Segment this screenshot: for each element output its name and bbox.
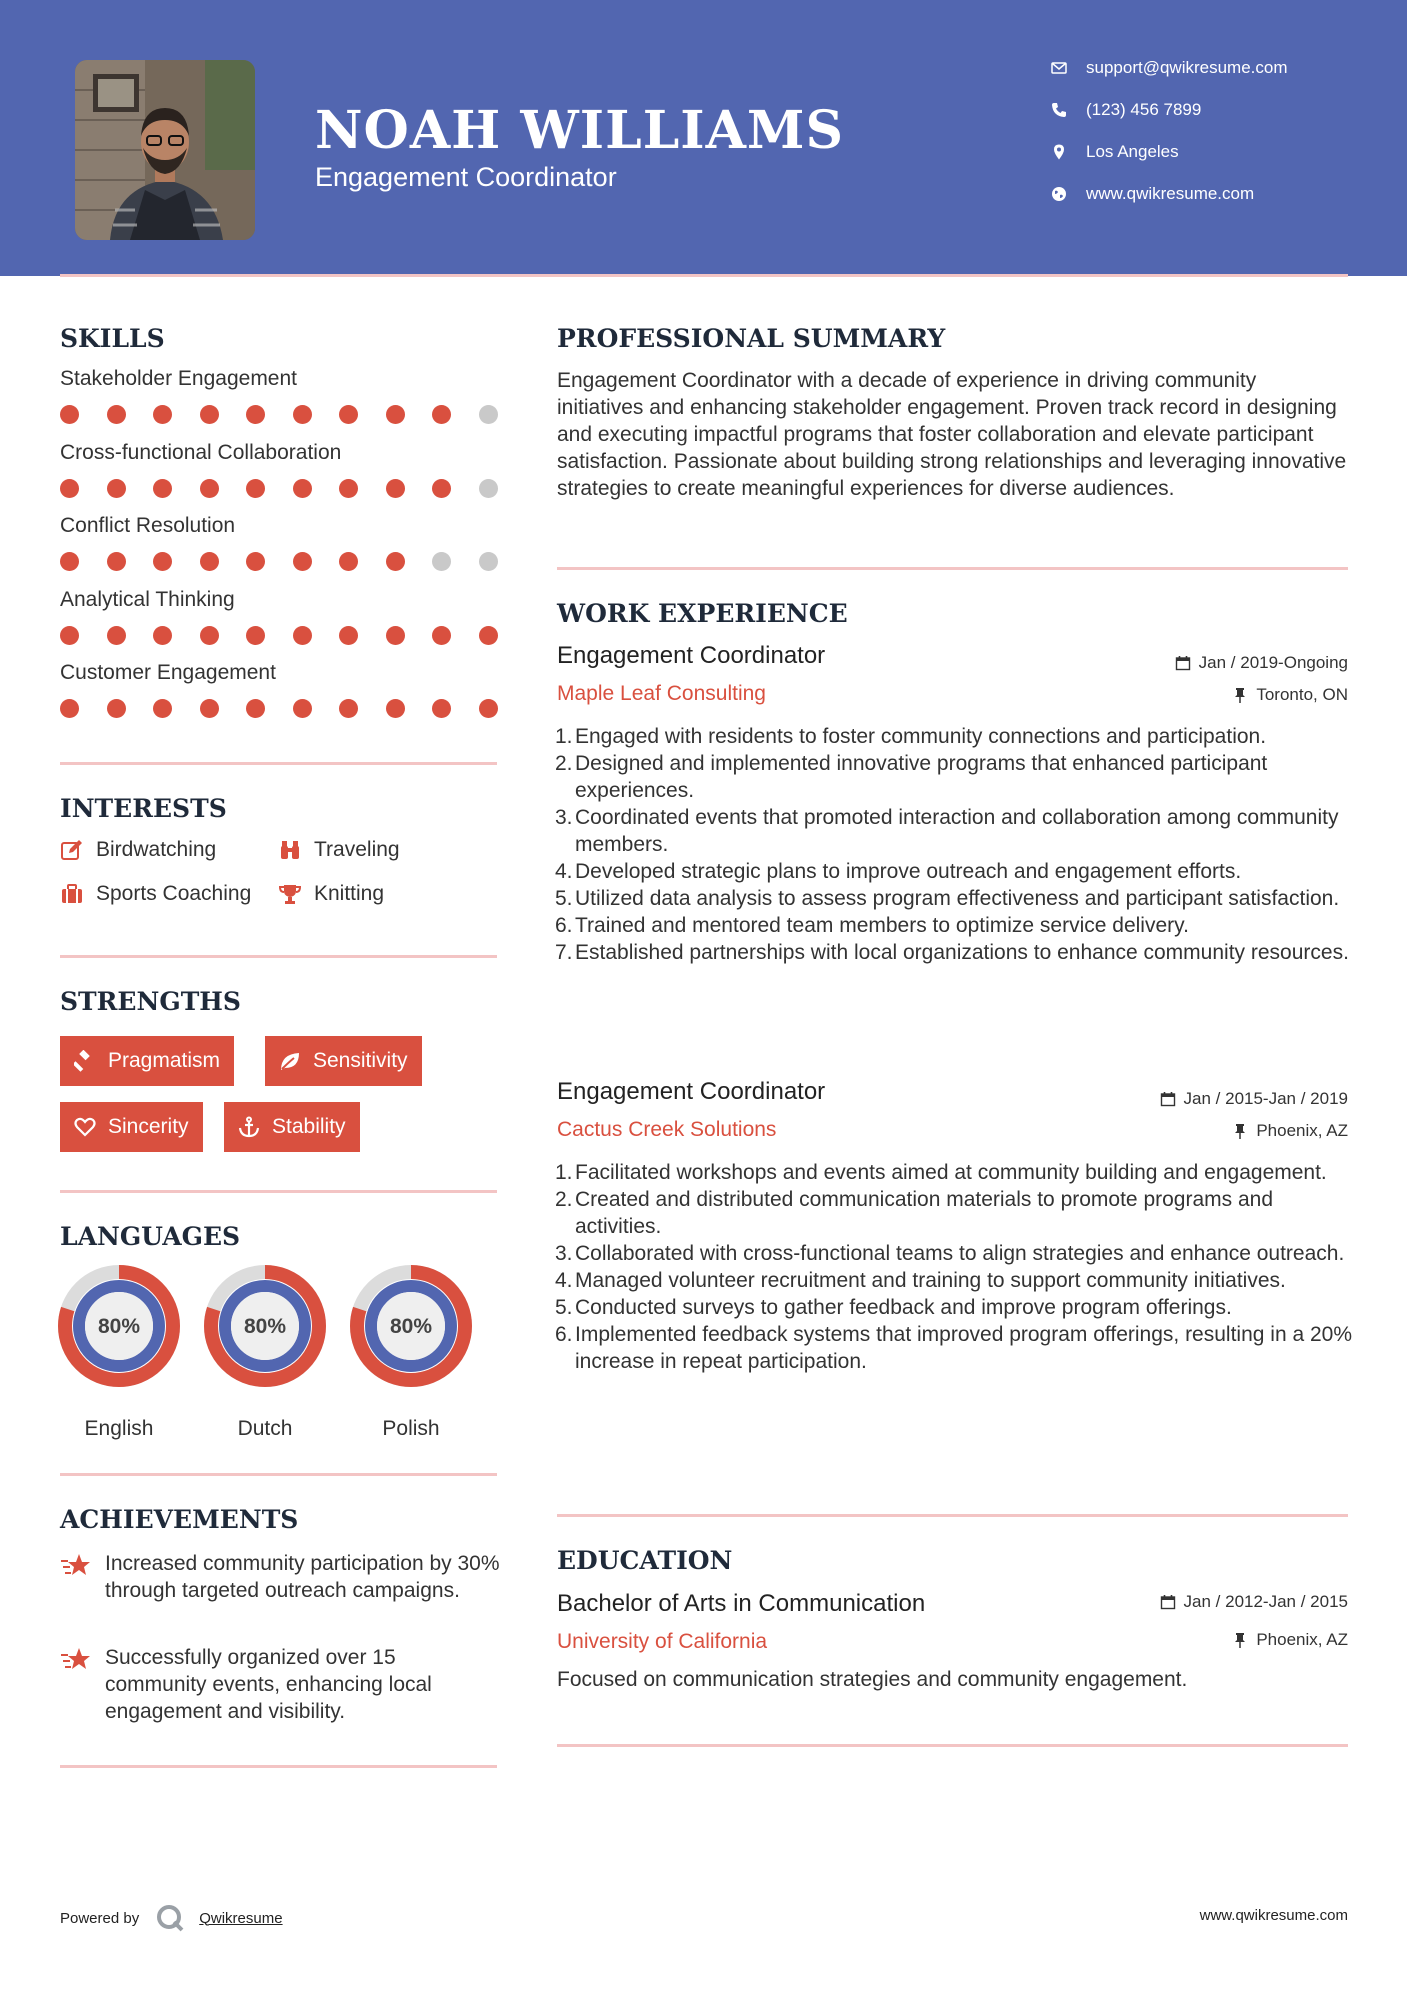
skill-name: Stakeholder Engagement [60,367,297,390]
contact-location [1050,142,1370,162]
skill-dot [386,626,405,645]
language-percent: 80% [97,1315,141,1338]
skill-dot [479,479,498,498]
achievement-text: Increased community participation by 30% through targeted outreach campaigns. [105,1552,500,1602]
skill-name: Analytical Thinking [60,587,235,611]
strength-label: Sincerity [108,1115,189,1138]
job-dates-text: Jan / 2015-Jan / 2019 [1183,1089,1348,1108]
contact-location-text: Los Angeles [1086,142,1179,161]
skill-name: Customer Engagement [60,661,276,684]
summary-text: Engagement Coordinator with a decade of experience in driving community initiatives and enhancing stakeholder engagement. Proven track record in designing and executing impactful programs that foster collaboration and elevate participant satisfaction. Passionate about building strong relationships and leveraging innovative strategies to create meaningful experiences for diverse audiences. [557,369,1347,500]
skill-dot [432,552,451,571]
job-bullet: 1. Facilitated workshops and events aimed at community building and engagement. [555,1161,1327,1184]
summary-heading: PROFESSIONAL SUMMARY [557,324,946,353]
job-dates [1175,653,1348,673]
education-dates [1160,1592,1348,1612]
skill-dot [293,626,312,645]
skill-dot [246,405,265,424]
qwikresume-link[interactable]: Qwikresume [199,1909,283,1927]
education-school: University of California [557,1630,768,1653]
pin-icon [1232,1632,1248,1648]
job-bullet: 2. Created and distributed communication materials to promote programs and activities. [555,1188,1274,1238]
interests-heading: INTERESTS [60,794,227,823]
interest-item [60,882,251,906]
education-heading: EDUCATION [557,1546,733,1575]
phone-icon [1050,101,1068,119]
job-bullet: 4. Managed volunteer recruitment and training to support community initiatives. [555,1269,1286,1292]
powered-by-label: Powered by [60,1909,140,1927]
skill-dot [107,405,126,424]
calendar-icon [1160,1594,1176,1610]
strength-tag [265,1036,422,1086]
skill-dot [200,479,219,498]
language-donut [350,1265,472,1387]
skill-dot [386,552,405,571]
calendar-icon [1160,1091,1176,1107]
interest-label: Birdwatching [96,838,217,861]
education-divider [557,1744,1348,1747]
skill-dot [246,552,265,571]
skill-dot [339,479,358,498]
footer-website[interactable]: www.qwikresume.com [1199,1907,1348,1924]
language-item [350,1265,472,1440]
skill-dot [293,479,312,498]
skill-dot [200,626,219,645]
language-donut [204,1265,326,1387]
achievements-divider [60,1765,497,1768]
skill-dot [153,699,172,718]
skill-dot [339,552,358,571]
language-name: Polish [382,1417,440,1440]
job-bullet: 1. Engaged with residents to foster community connections and participation. [555,725,1267,748]
skill-dot [293,552,312,571]
interest-item [278,838,400,862]
skill-dot [107,699,126,718]
skill-dot [60,479,79,498]
job-role: Engagement Coordinator [557,642,826,669]
skill-dot [153,552,172,571]
header-divider [60,274,1348,277]
strengths-heading: STRENGTHS [60,987,241,1016]
interests-divider [60,955,497,958]
job-location [1232,685,1348,705]
interest-item [278,882,384,906]
map-pin-icon [1050,143,1068,161]
job-bullet: 4. Developed strategic plans to improve outreach and engagement efforts. [555,860,1242,883]
education-location-text: Phoenix, AZ [1256,1630,1348,1649]
education-description: Focused on communication strategies and community engagement. [557,1668,1188,1691]
job-bullets [555,1159,1355,1375]
skills-divider [60,762,497,765]
skill-dot [107,552,126,571]
skill-dot [107,479,126,498]
skill-dot [432,405,451,424]
achievement-item [60,1644,500,1725]
star-icon [60,1646,92,1674]
skill-dot [479,626,498,645]
strength-label: Pragmatism [108,1049,221,1072]
star-icon [60,1552,92,1580]
skill-dot [200,405,219,424]
candidate-title: Engagement Coordinator [315,162,617,192]
job-bullet: 6. Implemented feedback systems that improved program offerings, resulting in a 20% increase in repeat participation. [555,1323,1352,1373]
job-bullet: 2. Designed and implemented innovative programs that enhanced participant experiences. [555,752,1268,802]
skill-rating [60,626,500,646]
skill-dot [153,479,172,498]
contact-website-text: www.qwikresume.com [1086,184,1255,203]
language-name: English [84,1417,154,1440]
skill-dot [293,405,312,424]
job-bullet: 6. Trained and mentored team members to optimize service delivery. [555,914,1189,937]
edit-icon [60,838,84,862]
skill-dot [246,626,265,645]
skill-name: Cross-functional Collaboration [60,440,342,464]
interest-item [60,838,216,862]
gavel-icon [74,1050,96,1072]
language-percent: 80% [243,1315,287,1338]
resume-header [0,0,1407,276]
leaf-icon [279,1050,301,1072]
achievement-text: Successfully organized over 15 community events, enhancing local engagement and visibility. [105,1646,432,1723]
skill-dot [293,699,312,718]
skill-dot [339,699,358,718]
heart-icon [74,1116,96,1138]
interest-label: Traveling [314,838,400,861]
job-dates-text: Jan / 2019-Ongoing [1198,653,1348,672]
language-item [58,1265,180,1440]
job-bullet: 5. Utilized data analysis to assess program effectiveness and participant satisfaction. [555,887,1340,910]
skill-dot [432,699,451,718]
skill-dot [60,405,79,424]
job-location-text: Phoenix, AZ [1256,1121,1348,1140]
calendar-icon [1175,655,1191,671]
language-name: Dutch [237,1417,293,1440]
skill-dot [60,626,79,645]
skill-dot [246,479,265,498]
job-role: Engagement Coordinator [557,1078,826,1105]
job-bullet: 3. Collaborated with cross-functional teams to align strategies and enhance outreach. [555,1242,1345,1265]
skill-rating [60,552,500,572]
interest-label: Sports Coaching [96,882,252,905]
strength-label: Stability [272,1115,346,1138]
job-bullet: 5. Conducted surveys to gather feedback and improve program offerings. [555,1296,1232,1319]
skill-dot [432,479,451,498]
skill-dot [386,479,405,498]
contact-phone[interactable] [1050,100,1370,120]
job-company: Maple Leaf Consulting [557,682,766,705]
anchor-icon [238,1116,260,1138]
skill-dot [479,552,498,571]
skill-rating [60,405,500,425]
achievements-heading: ACHIEVEMENTS [60,1505,299,1534]
skill-dot [60,699,79,718]
candidate-name: NOAH WILLIAMS [315,100,845,161]
skill-dot [153,626,172,645]
achievement-item [60,1550,500,1604]
job-bullets [555,723,1355,966]
skill-dot [432,626,451,645]
envelope-icon [1050,59,1068,77]
pin-icon [1232,687,1248,703]
contact-website[interactable] [1050,184,1370,204]
briefcase-icon [60,882,84,906]
strength-tag [60,1036,234,1086]
skill-dot [339,405,358,424]
job-bullet: 7. Established partnerships with local organizations to enhance community resources. [555,941,1349,964]
experience-heading: WORK EXPERIENCE [557,599,848,628]
skill-dot [339,626,358,645]
skill-dot [153,405,172,424]
skill-dot [479,405,498,424]
languages-heading: LANGUAGES [60,1222,241,1251]
education-dates-text: Jan / 2012-Jan / 2015 [1183,1592,1348,1611]
languages-divider [60,1473,497,1476]
education-degree: Bachelor of Arts in Communication [557,1590,926,1617]
qwikresume-logo-icon [155,1903,185,1933]
strengths-divider [60,1190,497,1193]
pin-icon [1232,1123,1248,1139]
experience-divider [557,1514,1348,1517]
summary-divider [557,567,1348,570]
education-location [1232,1630,1348,1650]
skill-dot [386,699,405,718]
strength-label: Sensitivity [313,1049,408,1072]
language-donut [58,1265,180,1387]
contact-phone-text: (123) 456 7899 [1086,100,1202,119]
skill-dot [386,405,405,424]
job-dates [1160,1089,1348,1109]
skill-dot [246,699,265,718]
contact-email-text: support@qwikresume.com [1086,58,1288,77]
trophy-icon [278,882,302,906]
skill-rating [60,479,500,499]
globe-icon [1050,185,1068,203]
job-bullet: 3. Coordinated events that promoted interaction and collaboration among community members. [555,806,1339,856]
contact-email[interactable] [1050,58,1370,78]
language-item [204,1265,326,1440]
skill-dot [479,699,498,718]
skill-rating [60,699,500,719]
job-location [1232,1121,1348,1141]
interest-label: Knitting [314,882,385,905]
job-company: Cactus Creek Solutions [557,1118,777,1141]
language-percent: 80% [389,1315,433,1338]
footer-powered-by [60,1903,283,1933]
skills-heading: SKILLS [60,324,165,353]
skill-dot [107,626,126,645]
skill-dot [60,552,79,571]
job-location-text: Toronto, ON [1256,685,1348,704]
strength-tag [60,1102,203,1152]
strength-tag [224,1102,360,1152]
skill-dot [200,699,219,718]
binoculars-icon [278,838,302,862]
skill-dot [200,552,219,571]
skill-name: Conflict Resolution [60,514,236,537]
profile-photo [75,60,255,240]
